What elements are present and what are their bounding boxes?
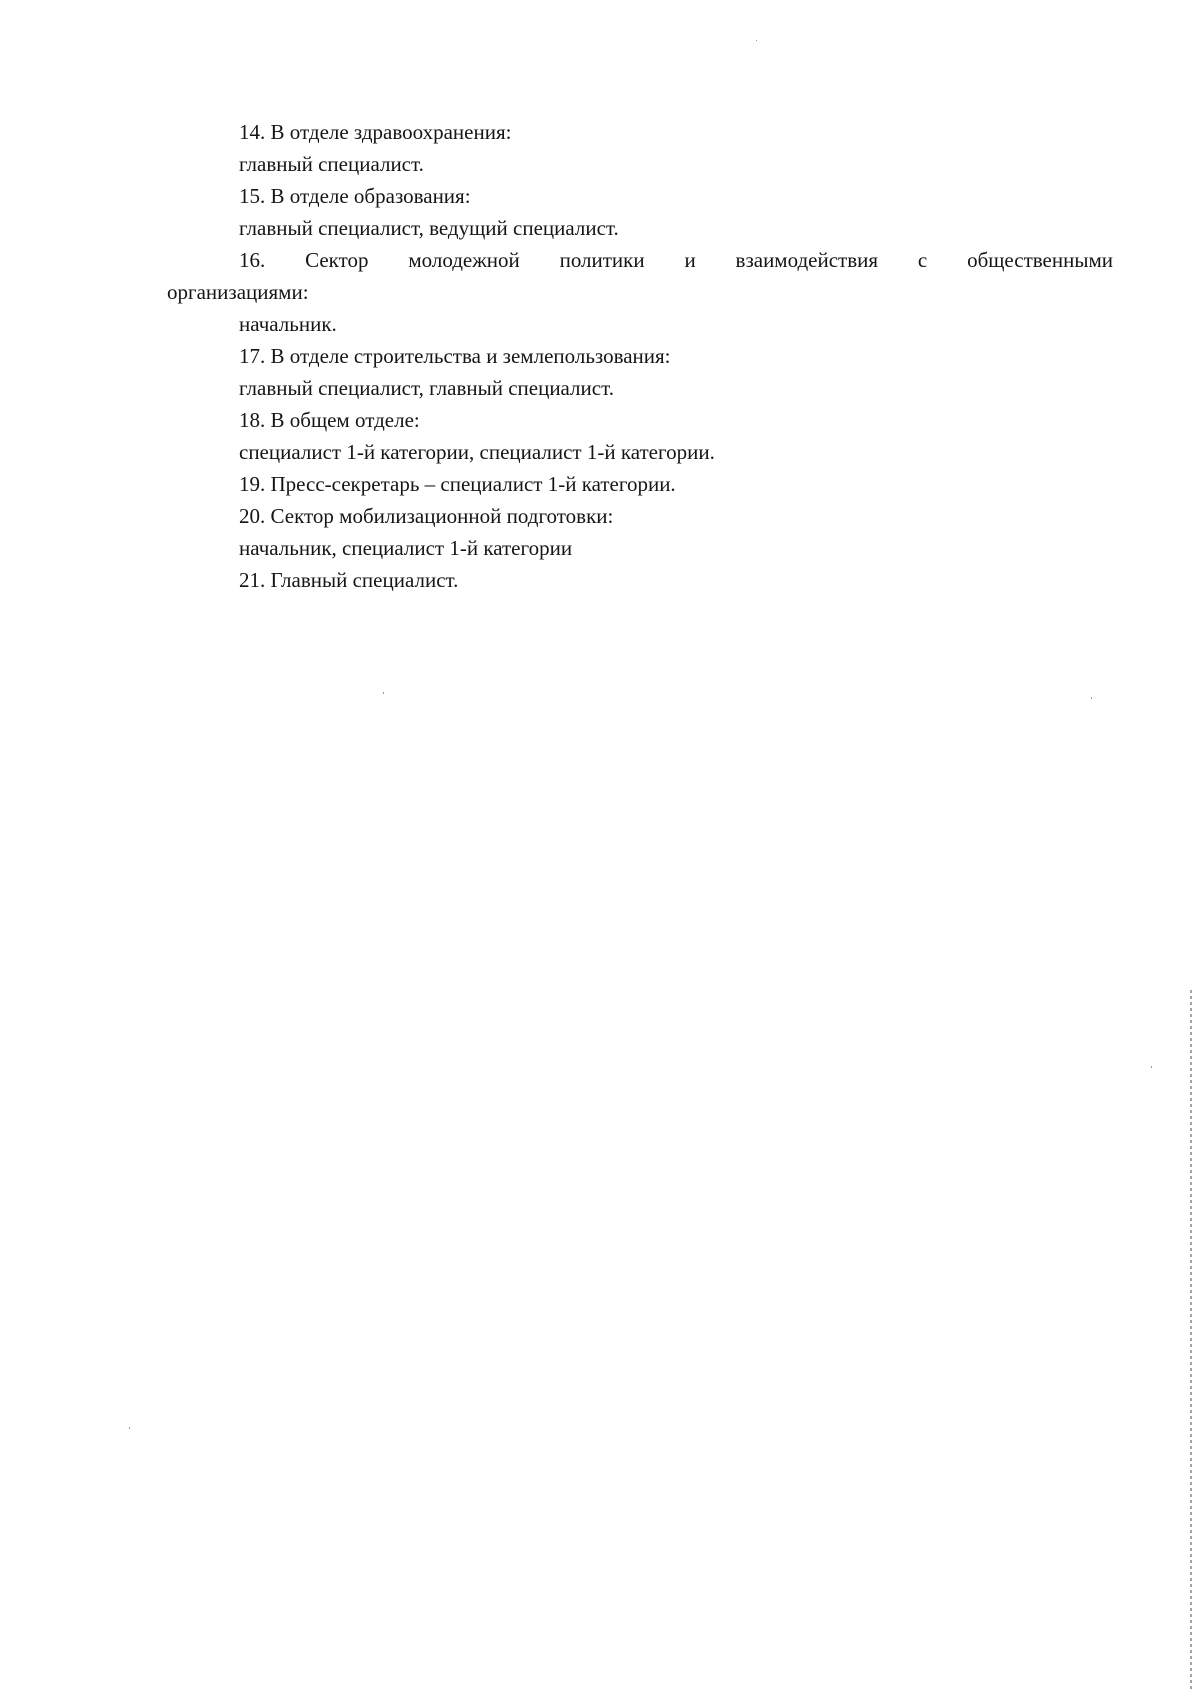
scan-edge-artifact — [1190, 990, 1192, 1690]
list-item-18-positions: специалист 1-й категории, специалист 1-й категории. — [239, 440, 715, 464]
scan-speck — [383, 692, 384, 694]
scan-speck — [756, 40, 757, 41]
list-item-16: 16. Сектор молодежной политики и взаимодействия с общественными — [239, 248, 1113, 272]
document-body — [167, 116, 1113, 596]
list-item-20-positions: начальник, специалист 1-й категории — [239, 536, 573, 560]
list-item-16-positions: начальник. — [239, 312, 337, 336]
list-item-17-positions: главный специалист, главный специалист. — [239, 376, 614, 400]
list-item-21: 21. Главный специалист. — [239, 568, 459, 592]
list-item-20: 20. Сектор мобилизационной подготовки: — [239, 504, 614, 528]
list-item-19: 19. Пресс-секретарь – специалист 1-й категории. — [239, 472, 676, 496]
list-item-15: 15. В отделе образования: — [239, 184, 471, 208]
list-item-14-positions: главный специалист. — [239, 152, 424, 176]
scan-speck — [1091, 697, 1092, 699]
scan-speck — [1151, 1066, 1152, 1068]
list-item-14: 14. В отделе здравоохранения: — [239, 120, 512, 144]
scan-speck — [129, 1427, 130, 1429]
list-item-16-continuation: организациями: — [167, 280, 309, 304]
list-item-18: 18. В общем отделе: — [239, 408, 420, 432]
list-item-17: 17. В отделе строительства и землепользования: — [239, 344, 671, 368]
list-item-15-positions: главный специалист, ведущий специалист. — [239, 216, 619, 240]
